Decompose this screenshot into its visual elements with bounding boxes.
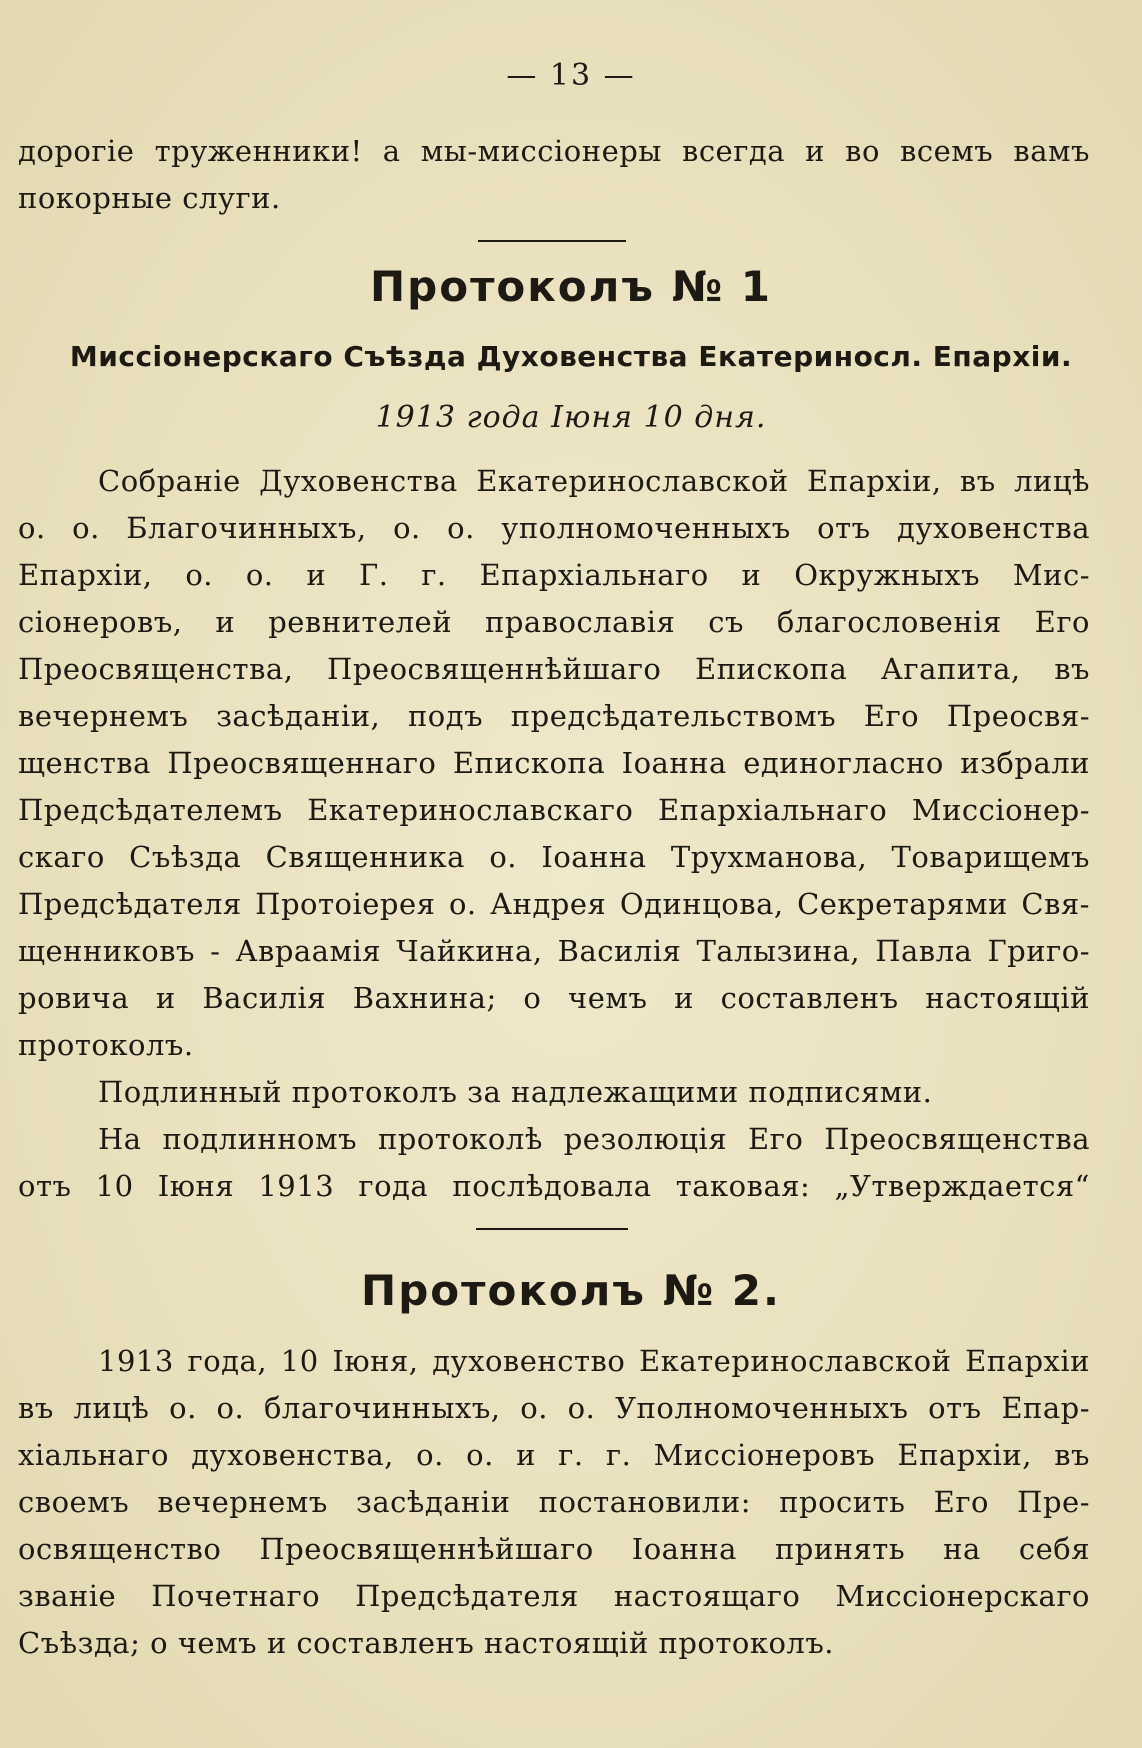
page-number: — 13 — <box>506 58 636 93</box>
body-line: вечернемъ засѣданіи, подъ предсѣдательствомъ Его Преосвя- <box>18 699 1090 733</box>
section-divider <box>478 240 626 242</box>
protocol-1-subtitle: Миссіонерскаго Съѣзда Духовенства Екатериносл. Епархіи. <box>69 340 1073 373</box>
body-line: Предсѣдателемъ Екатеринославскаго Епархіальнаго Миссіонер- <box>18 793 1090 827</box>
body-line: Епархіи, о. о. и Г. г. Епархіальнаго и Окружныхъ Мис- <box>18 558 1090 592</box>
body-line: Преосвященства, Преосвященнѣйшаго Епископа Агапита, въ <box>18 652 1090 686</box>
intro-line: дорогіе труженники! а мы-миссіонеры всегда и во всемъ вамъ <box>18 134 1090 168</box>
resolution-line: отъ 10 Іюня 1913 года послѣдовала таковая: „Утверждается“ <box>18 1169 1090 1203</box>
body-line: своемъ вечернемъ засѣданіи постановили: просить Его Пре- <box>18 1485 1090 1519</box>
protocol-1-title: Протоколъ № 1 <box>370 262 772 311</box>
body-line: ровича и Василія Вахнина; о чемъ и составленъ настоящій <box>18 981 1090 1015</box>
body-line: щенниковъ - Авраамія Чайкина, Василія Талызина, Павла Григо- <box>18 934 1090 968</box>
body-line: сіонеровъ, и ревнителей православія съ благословенія Его <box>18 605 1090 639</box>
body-line: освященство Преосвященнѣйшаго Іоанна принять на себя <box>18 1532 1090 1566</box>
body-line: 1913 года, 10 Іюня, духовенство Екатеринославской Епархіи <box>98 1344 1090 1378</box>
resolution-line: На подлинномъ протоколѣ резолюція Его Преосвященства <box>98 1122 1090 1156</box>
original-note: Подлинный протоколъ за надлежащими подписями. <box>98 1075 933 1109</box>
protocol-2-title: Протоколъ № 2. <box>361 1266 781 1315</box>
intro-line: покорные слуги. <box>18 181 281 215</box>
body-line: въ лицѣ о. о. благочинныхъ, о. о. Уполномоченныхъ отъ Епар- <box>18 1391 1090 1425</box>
body-line: о. о. Благочинныхъ, о. о. уполномоченныхъ отъ духовенства <box>18 511 1090 545</box>
section-divider <box>476 1228 628 1230</box>
body-line: хіальнаго духовенства, о. о. и г. г. Миссіонеровъ Епархіи, въ <box>18 1438 1090 1472</box>
body-line: Предсѣдателя Протоіерея о. Андрея Одинцова, Секретарями Свя- <box>18 887 1090 921</box>
body-line: Съѣзда; о чемъ и составленъ настоящій протоколъ. <box>18 1626 835 1660</box>
protocol-1-date: 1913 года Іюня 10 дня. <box>375 400 767 435</box>
body-line: щенства Преосвященнаго Епископа Іоанна единогласно избрали <box>18 746 1090 780</box>
body-line: скаго Съѣзда Священника о. Іоанна Трухманова, Товарищемъ <box>18 840 1090 874</box>
body-line: Собраніе Духовенства Екатеринославской Епархіи, въ лицѣ <box>98 464 1090 498</box>
body-line: протоколъ. <box>18 1028 194 1062</box>
body-line: званіе Почетнаго Предсѣдателя настоящаго Миссіонерскаго <box>18 1579 1090 1613</box>
